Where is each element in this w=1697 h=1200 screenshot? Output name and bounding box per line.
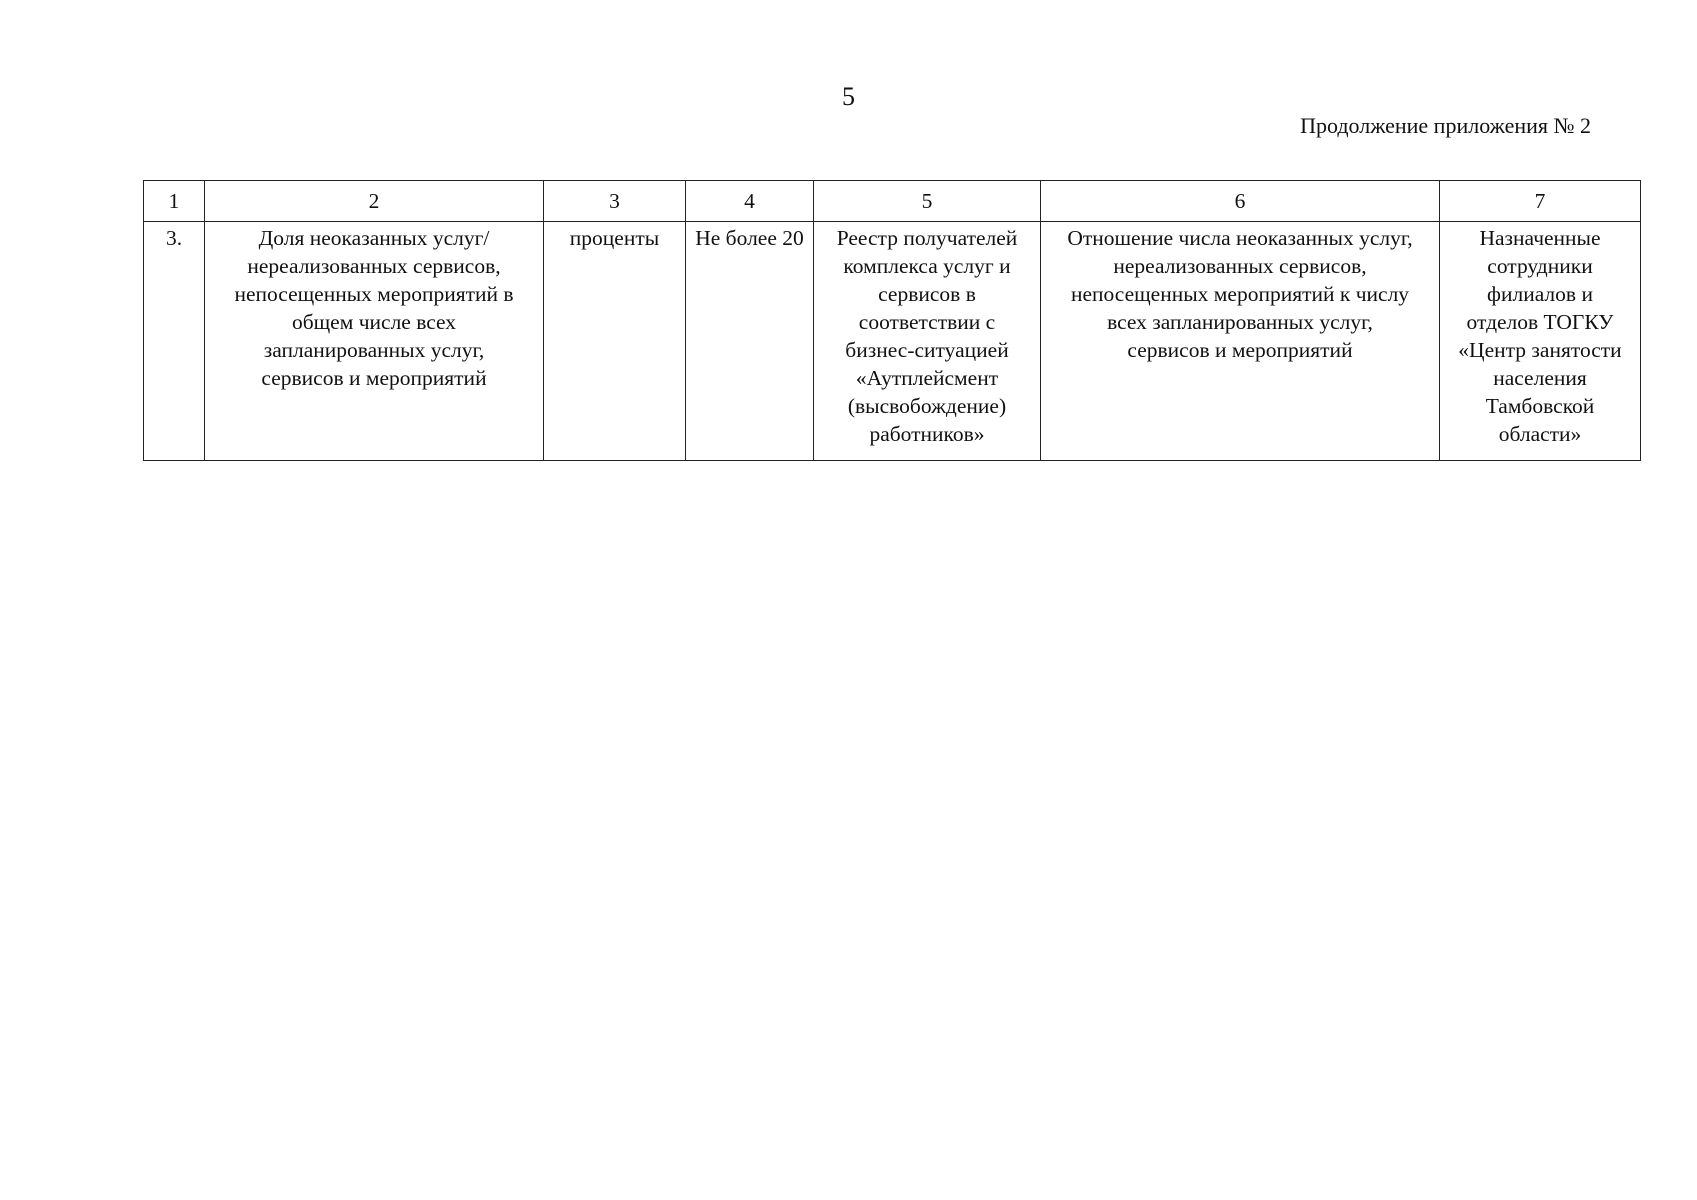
column-number-4: 4 [686,181,814,222]
column-number-7: 7 [1440,181,1641,222]
indicator-table [143,180,1641,461]
table-row [144,222,1641,461]
table-header-row [144,181,1641,222]
appendix-continuation-label: Продолжение приложения № 2 [1300,113,1591,138]
unit-cell: проценты [544,222,686,461]
column-number-1: 1 [144,181,205,222]
column-number-2: 2 [205,181,544,222]
column-number-5: 5 [814,181,1041,222]
target-value-cell: Не более 20 [686,222,814,461]
responsible-cell: Назначенные сотрудники филиалов и отделов ТОГКУ «Центр занятости населения Тамбовской области» [1440,222,1641,461]
calculation-method-cell: Отношение числа неоказанных услуг, нереализованных сервисов, непосещенных мероприятий к числу всех запланированных услуг, сервисов и мероприятий [1041,222,1440,461]
row-index-cell: 3. [144,222,205,461]
indicator-name-cell: Доля неоказанных услуг/ нереализованных сервисов, непосещенных мероприятий в общем числе всех запланированных услуг, сервисов и мероприятий [205,222,544,461]
column-number-6: 6 [1041,181,1440,222]
page-number: 5 [842,82,855,111]
column-number-3: 3 [544,181,686,222]
data-source-cell: Реестр получателей комплекса услуг и сервисов в соответствии с бизнес-ситуацией «Аутплейсмент (высвобождение) работников» [814,222,1041,461]
